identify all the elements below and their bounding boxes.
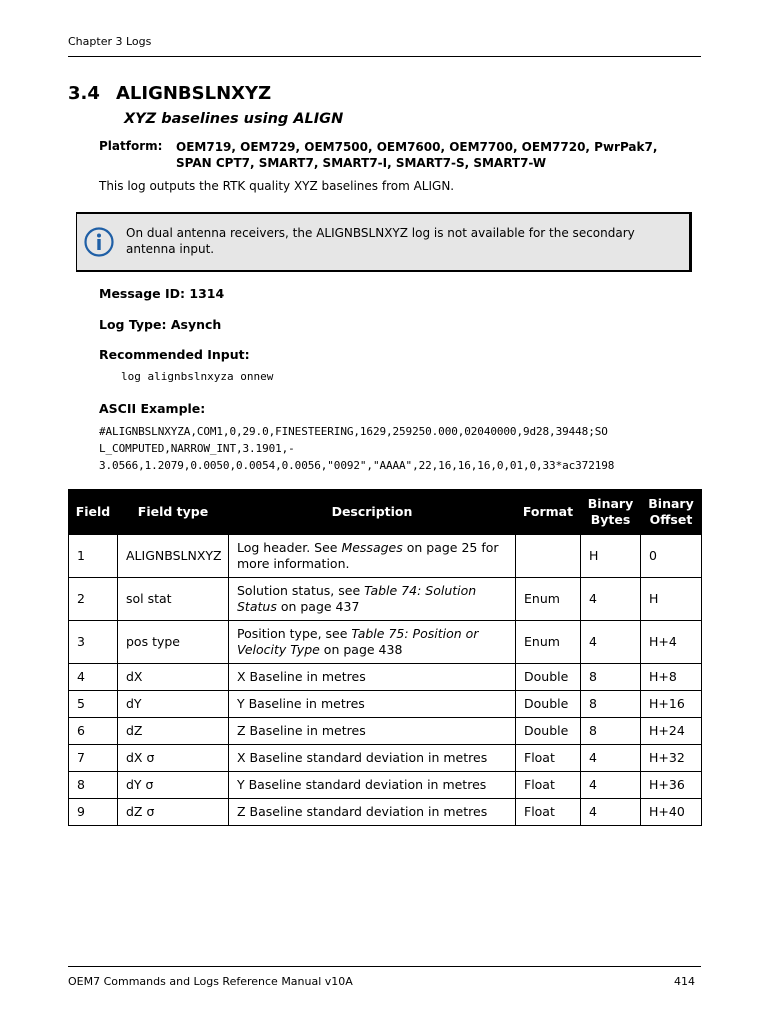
description-text: on page 25 for more information.	[237, 540, 499, 571]
recommended-input-label: Recommended Input:	[99, 347, 250, 362]
cell-field-type: dZ σ	[118, 799, 229, 826]
ascii-line-2: L_COMPUTED,NARROW_INT,3.1901,-	[99, 442, 295, 455]
cell-format: Double	[516, 691, 581, 718]
cell-binary-bytes: 4	[581, 578, 641, 621]
cell-binary-offset: 0	[641, 535, 702, 578]
ascii-example-label: ASCII Example:	[99, 401, 206, 416]
note-text: On dual antenna receivers, the ALIGNBSLNXYZ log is not available for the secondary antenna input.	[126, 226, 635, 256]
recommended-command: log alignbslnxyza onnew	[121, 370, 274, 383]
cell-field: 5	[69, 691, 118, 718]
footer-title: OEM7 Commands and Logs Reference Manual v10A	[68, 975, 353, 988]
cell-binary-bytes: 8	[581, 691, 641, 718]
cell-format: Float	[516, 799, 581, 826]
platform-line-1: OEM719, OEM729, OEM7500, OEM7600, OEM7700, OEM7720, PwrPak7,	[176, 140, 658, 154]
description-text: Log header. See	[237, 540, 342, 555]
description-link[interactable]: Table 74: Solution Status	[237, 583, 477, 614]
cell-description	[229, 535, 516, 578]
cell-binary-bytes: H	[581, 535, 641, 578]
ascii-line-3: 3.0566,1.2079,0.0050,0.0054,0.0056,"0092","AAAA",22,16,16,16,0,01,0,33*ac372198	[99, 459, 615, 472]
cell-format: Double	[516, 718, 581, 745]
table-row	[69, 621, 702, 664]
header-format: Format	[516, 490, 581, 535]
table-row	[69, 745, 702, 772]
cell-binary-offset: H+36	[641, 772, 702, 799]
message-id-value: 1314	[189, 286, 225, 301]
table-header-row	[69, 490, 702, 535]
cell-field: 2	[69, 578, 118, 621]
header-description: Description	[229, 490, 516, 535]
cell-field: 8	[69, 772, 118, 799]
cell-format: Float	[516, 772, 581, 799]
cell-description: Y Baseline in metres	[229, 691, 516, 718]
cell-binary-bytes: 8	[581, 718, 641, 745]
cell-field-type: pos type	[118, 621, 229, 664]
cell-description: X Baseline in metres	[229, 664, 516, 691]
cell-field: 4	[69, 664, 118, 691]
log-type	[99, 317, 221, 332]
cell-binary-bytes: 4	[581, 772, 641, 799]
cell-description: X Baseline standard deviation in metres	[229, 745, 516, 772]
cell-field-type: dX	[118, 664, 229, 691]
cell-format: Float	[516, 745, 581, 772]
info-icon	[83, 226, 115, 258]
cell-binary-bytes: 4	[581, 621, 641, 664]
cell-field: 9	[69, 799, 118, 826]
description-text: Position type, see	[237, 626, 352, 641]
table-row	[69, 664, 702, 691]
description-link[interactable]: Table 75: Position or Velocity Type	[237, 626, 479, 657]
cell-field-type: dZ	[118, 718, 229, 745]
cell-field-type: dY σ	[118, 772, 229, 799]
cell-binary-offset: H	[641, 578, 702, 621]
running-header: Chapter 3 Logs	[68, 35, 152, 48]
table-row	[69, 799, 702, 826]
cell-description: Z Baseline standard deviation in metres	[229, 799, 516, 826]
info-note	[76, 212, 692, 272]
message-id-label: Message ID:	[99, 286, 186, 301]
cell-field: 6	[69, 718, 118, 745]
cell-description	[229, 578, 516, 621]
cell-binary-offset: H+24	[641, 718, 702, 745]
log-type-label: Log Type:	[99, 317, 167, 332]
cell-field-type: ALIGNBSLNXYZ	[118, 535, 229, 578]
footer-rule	[68, 966, 701, 967]
cell-field-type: sol stat	[118, 578, 229, 621]
cell-format: Enum	[516, 578, 581, 621]
table-row	[69, 691, 702, 718]
page-number: 414	[674, 975, 695, 988]
ascii-line-1: #ALIGNBSLNXYZA,COM1,0,29.0,FINESTEERING,1629,259250.000,02040000,9d28,39448;SO	[99, 425, 608, 438]
table-row	[69, 578, 702, 621]
log-type-value: Asynch	[170, 317, 222, 332]
platform-label: Platform:	[99, 139, 163, 153]
cell-format: Enum	[516, 621, 581, 664]
platform-line-2: SPAN CPT7, SMART7, SMART7-I, SMART7-S, SMART7-W	[176, 156, 547, 170]
header-field: Field	[69, 490, 118, 535]
section-number: 3.4	[68, 83, 100, 104]
cell-binary-offset: H+32	[641, 745, 702, 772]
description-text: on page 437	[276, 599, 360, 614]
cell-description: Z Baseline in metres	[229, 718, 516, 745]
cell-binary-bytes: 8	[581, 664, 641, 691]
intro-text: This log outputs the RTK quality XYZ baselines from ALIGN.	[99, 179, 455, 193]
header-binary-bytes: Binary Bytes	[581, 490, 641, 535]
cell-field: 7	[69, 745, 118, 772]
cell-binary-bytes: 4	[581, 745, 641, 772]
cell-description: Y Baseline standard deviation in metres	[229, 772, 516, 799]
cell-format: Double	[516, 664, 581, 691]
message-id	[99, 286, 224, 301]
section-title	[68, 83, 271, 104]
description-text: Solution status, see	[237, 583, 365, 598]
field-table	[68, 489, 702, 826]
section-subtitle: XYZ baselines using ALIGN	[124, 111, 344, 127]
header-binary-offset: Binary Offset	[641, 490, 702, 535]
description-link[interactable]: Messages	[341, 540, 403, 555]
table-row	[69, 772, 702, 799]
platform-list	[176, 139, 696, 171]
header-rule	[68, 56, 701, 57]
description-text: on page 438	[319, 642, 403, 657]
table-row	[69, 718, 702, 745]
cell-binary-offset: H+4	[641, 621, 702, 664]
table-row	[69, 535, 702, 578]
ascii-example-code	[99, 423, 614, 474]
cell-field: 3	[69, 621, 118, 664]
cell-binary-offset: H+40	[641, 799, 702, 826]
cell-binary-offset: H+16	[641, 691, 702, 718]
cell-field-type: dY	[118, 691, 229, 718]
section-name: ALIGNBSLNXYZ	[116, 83, 272, 104]
cell-field-type: dX σ	[118, 745, 229, 772]
header-field-type: Field type	[118, 490, 229, 535]
cell-binary-bytes: 4	[581, 799, 641, 826]
cell-description	[229, 621, 516, 664]
cell-binary-offset: H+8	[641, 664, 702, 691]
cell-field: 1	[69, 535, 118, 578]
cell-format	[516, 535, 581, 578]
